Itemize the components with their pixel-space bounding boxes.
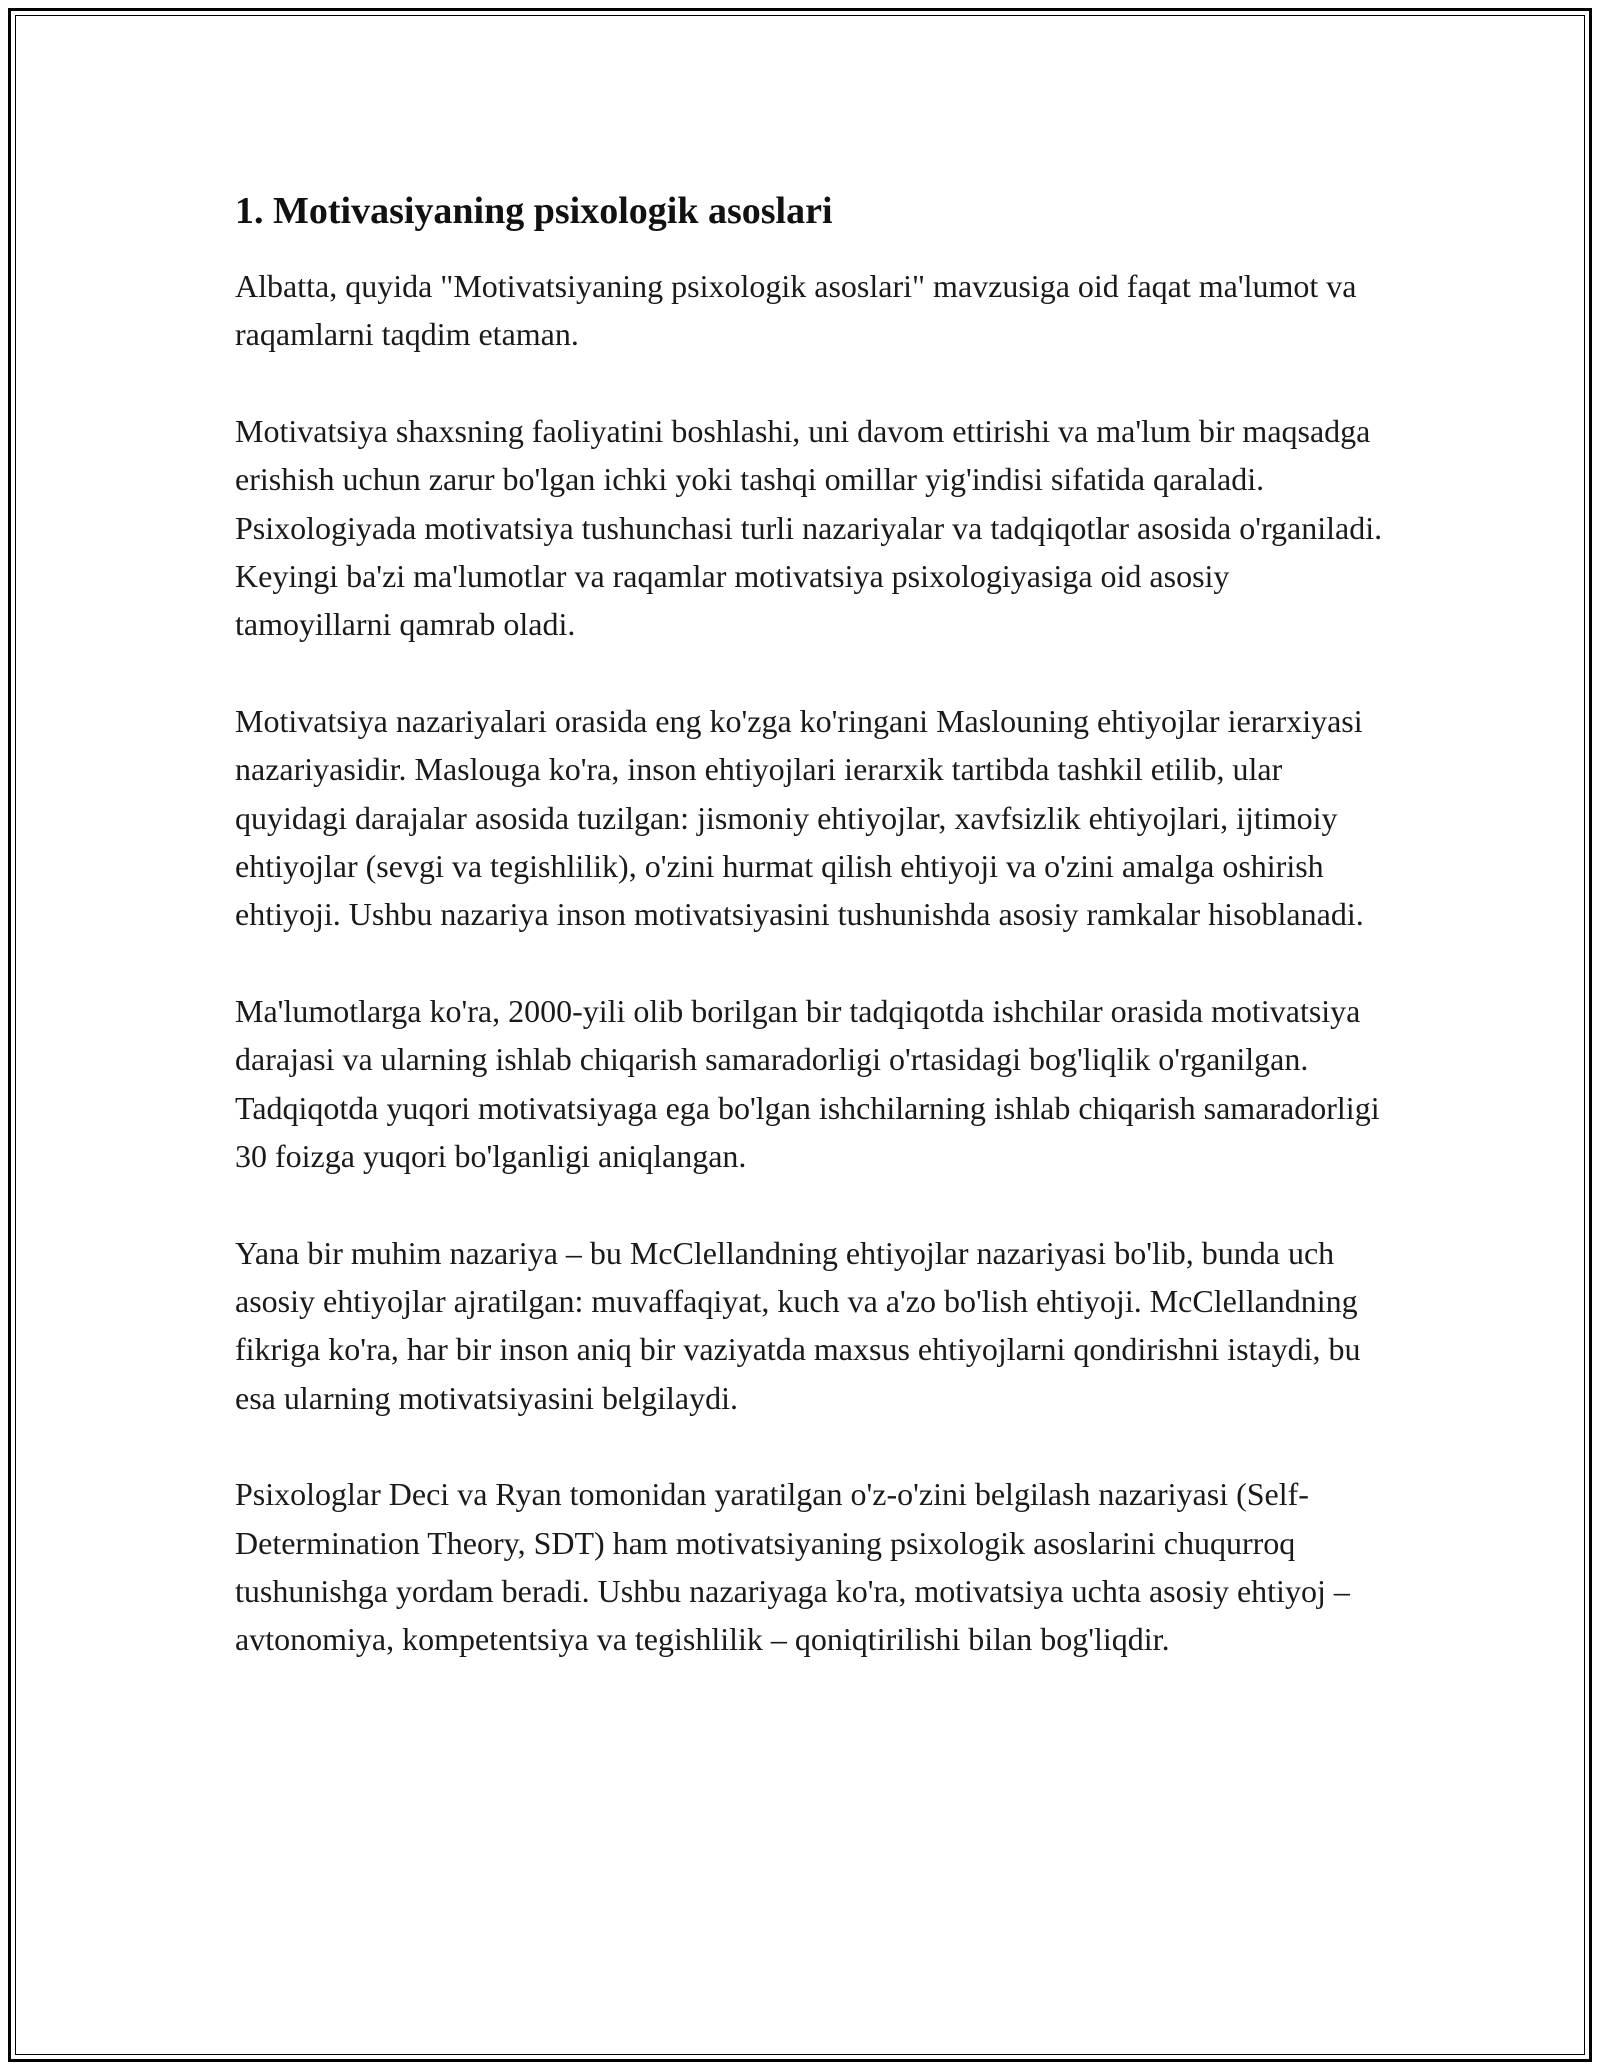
paragraph-study: Ma'lumotlarga ko'ra, 2000-yili olib borilgan bir tadqiqotda ishchilar orasida motivatsiya darajasi va ularning ishlab chiqarish samaradorligi o'rtasidagi bog'liqlik o'rganilgan. Tadqiqotda yuqori motivatsiyaga ega bo'lgan ishchilarning ishlab chiqarish samaradorligi 30 foizga yuqori bo'lganligi aniqlangan. <box>235 992 1380 1175</box>
section-heading: 1. Motivasiyaning psixologik asoslari <box>235 190 833 232</box>
paragraph-maslow: Motivatsiya nazariyalari orasida eng ko'zga ko'ringani Maslouning ehtiyojlar ierarxiyasi nazariyasidir. Maslouga ko'ra, inson ehtiyojlari ierarxik tartibda tashkil etilib, ular quyidagi darajalar asosida tuzilgan: jismoniy ehtiyojlar, xavfsizlik ehtiyojlari, ijtimoiy ehtiyojlar (sevgi va tegishlilik), o'zini hurmat qilish ehtiyoji va o'zini amalga oshirish ehtiyoji. Ushbu nazariya inson motivatsiyasini tushunishda asosiy ramkalar hisoblanadi. <box>235 702 1364 933</box>
paragraph-definition: Motivatsiya shaxsning faoliyatini boshlashi, uni davom ettirishi va ma'lum bir maqsadga erishish uchun zarur bo'lgan ichki yoki tashqi omillar yig'indisi sifatida qaraladi. Psixologiyada motivatsiya tushunchasi turli nazariyalar va tadqiqotlar asosida o'rganiladi. Keyingi ba'zi ma'lumotlar va raqamlar motivatsiya psixologiyasiga oid asosiy tamoyillarni qamrab oladi. <box>235 412 1383 643</box>
paragraph-mcclelland: Yana bir muhim nazariya – bu McClellandning ehtiyojlar nazariyasi bo'lib, bunda uch asosiy ehtiyojlar ajratilgan: muvaffaqiyat, kuch va a'zo bo'lish ehtiyoji. McClellandning fikriga ko'ra, har bir inson aniq bir vaziyatda maxsus ehtiyojlarni qondirishni istaydi, bu esa ularning motivatsiyasini belgilaydi. <box>235 1234 1361 1416</box>
paragraph-sdt: Psixologlar Deci va Ryan tomonidan yaratilgan o'z-o'zini belgilash nazariyasi (Self-Determination Theory, SDT) ham motivatsiyaning psixologik asoslarini chuqurroq tushunishga yordam beradi. Ushbu nazariyaga ko'ra, motivatsiya uchta asosiy ehtiyoj – avtonomiya, kompetentsiya va tegishlilik – qoniqtirilishi bilan bog'liqdir. <box>235 1476 1350 1658</box>
document-body <box>235 186 1385 1712</box>
paragraph-intro: Albatta, quyida "Motivatsiyaning psixologik asoslari" mavzusiga oid faqat ma'lumot va raqamlarni taqdim etaman. <box>235 268 1357 353</box>
